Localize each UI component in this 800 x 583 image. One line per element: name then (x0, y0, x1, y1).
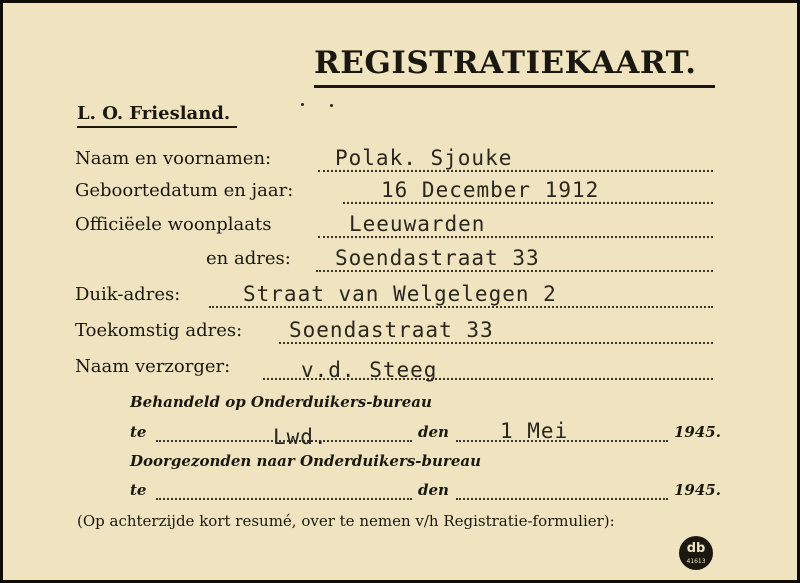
year-label: 1945. (674, 423, 721, 441)
den-label: den (418, 481, 449, 499)
organization-label: L. O. Friesland. (77, 103, 231, 124)
field-birthdate (75, 180, 715, 210)
field-value: Soendastraat 33 (289, 318, 494, 342)
field-label: Officiëele woonplaats (75, 214, 272, 235)
field-value: Leeuwarden (349, 212, 486, 236)
title-underline (314, 85, 715, 88)
field-label: en adres: (206, 248, 291, 269)
field-residence (75, 214, 715, 244)
field-label: Naam en voornamen: (75, 148, 272, 169)
field-value: 16 December 1912 (381, 178, 600, 202)
field-value: Straat van Welgelegen 2 (243, 282, 557, 306)
doorgezonden-row (130, 481, 720, 511)
footer-note: (Op achterzijde kort resumé, over te nemen v/h Registratie-formulier): (77, 512, 615, 530)
field-hiding-address (75, 284, 715, 314)
field-value: v.d. Steeg (301, 358, 438, 382)
dotted-line (209, 306, 713, 308)
dotted-line (456, 498, 668, 500)
dotted-line (318, 170, 713, 172)
field-caretaker (75, 356, 715, 386)
dotted-line (316, 270, 713, 272)
printer-stamp-icon (679, 536, 713, 570)
te-label: te (130, 423, 147, 441)
card-title: REGISTRATIEKAART. (314, 45, 697, 81)
field-label: Geboortedatum en jaar: (75, 180, 294, 201)
den-value: 1 Mei (500, 419, 569, 443)
behandeld-row (130, 419, 721, 453)
dotted-line (318, 236, 713, 238)
stamp-number: 41613 (686, 558, 706, 565)
field-label: Duik-adres: (75, 284, 181, 305)
ink-speck (301, 103, 304, 106)
dotted-line (279, 342, 713, 344)
year-label: 1945. (674, 481, 721, 499)
ink-speck (330, 104, 333, 107)
field-label: Toekomstig adres: (75, 320, 243, 341)
field-value: Soendastraat 33 (335, 246, 540, 270)
te-value: Lwd. (273, 425, 328, 449)
registration-card (3, 3, 797, 580)
dotted-line (156, 498, 412, 500)
field-label: Naam verzorger: (75, 356, 231, 377)
field-future-address (75, 320, 715, 350)
doorgezonden-heading: Doorgezonden naar Onderduikers-bureau (130, 452, 481, 470)
te-label: te (130, 481, 147, 499)
den-label: den (418, 423, 449, 441)
field-address (75, 248, 715, 278)
organization-underline (77, 126, 237, 128)
dotted-line (343, 202, 713, 204)
behandeld-heading: Behandeld op Onderduikers-bureau (130, 393, 432, 411)
field-value: Polak. Sjouke (335, 146, 513, 170)
stamp-text: db (686, 541, 706, 556)
field-name (75, 148, 715, 178)
